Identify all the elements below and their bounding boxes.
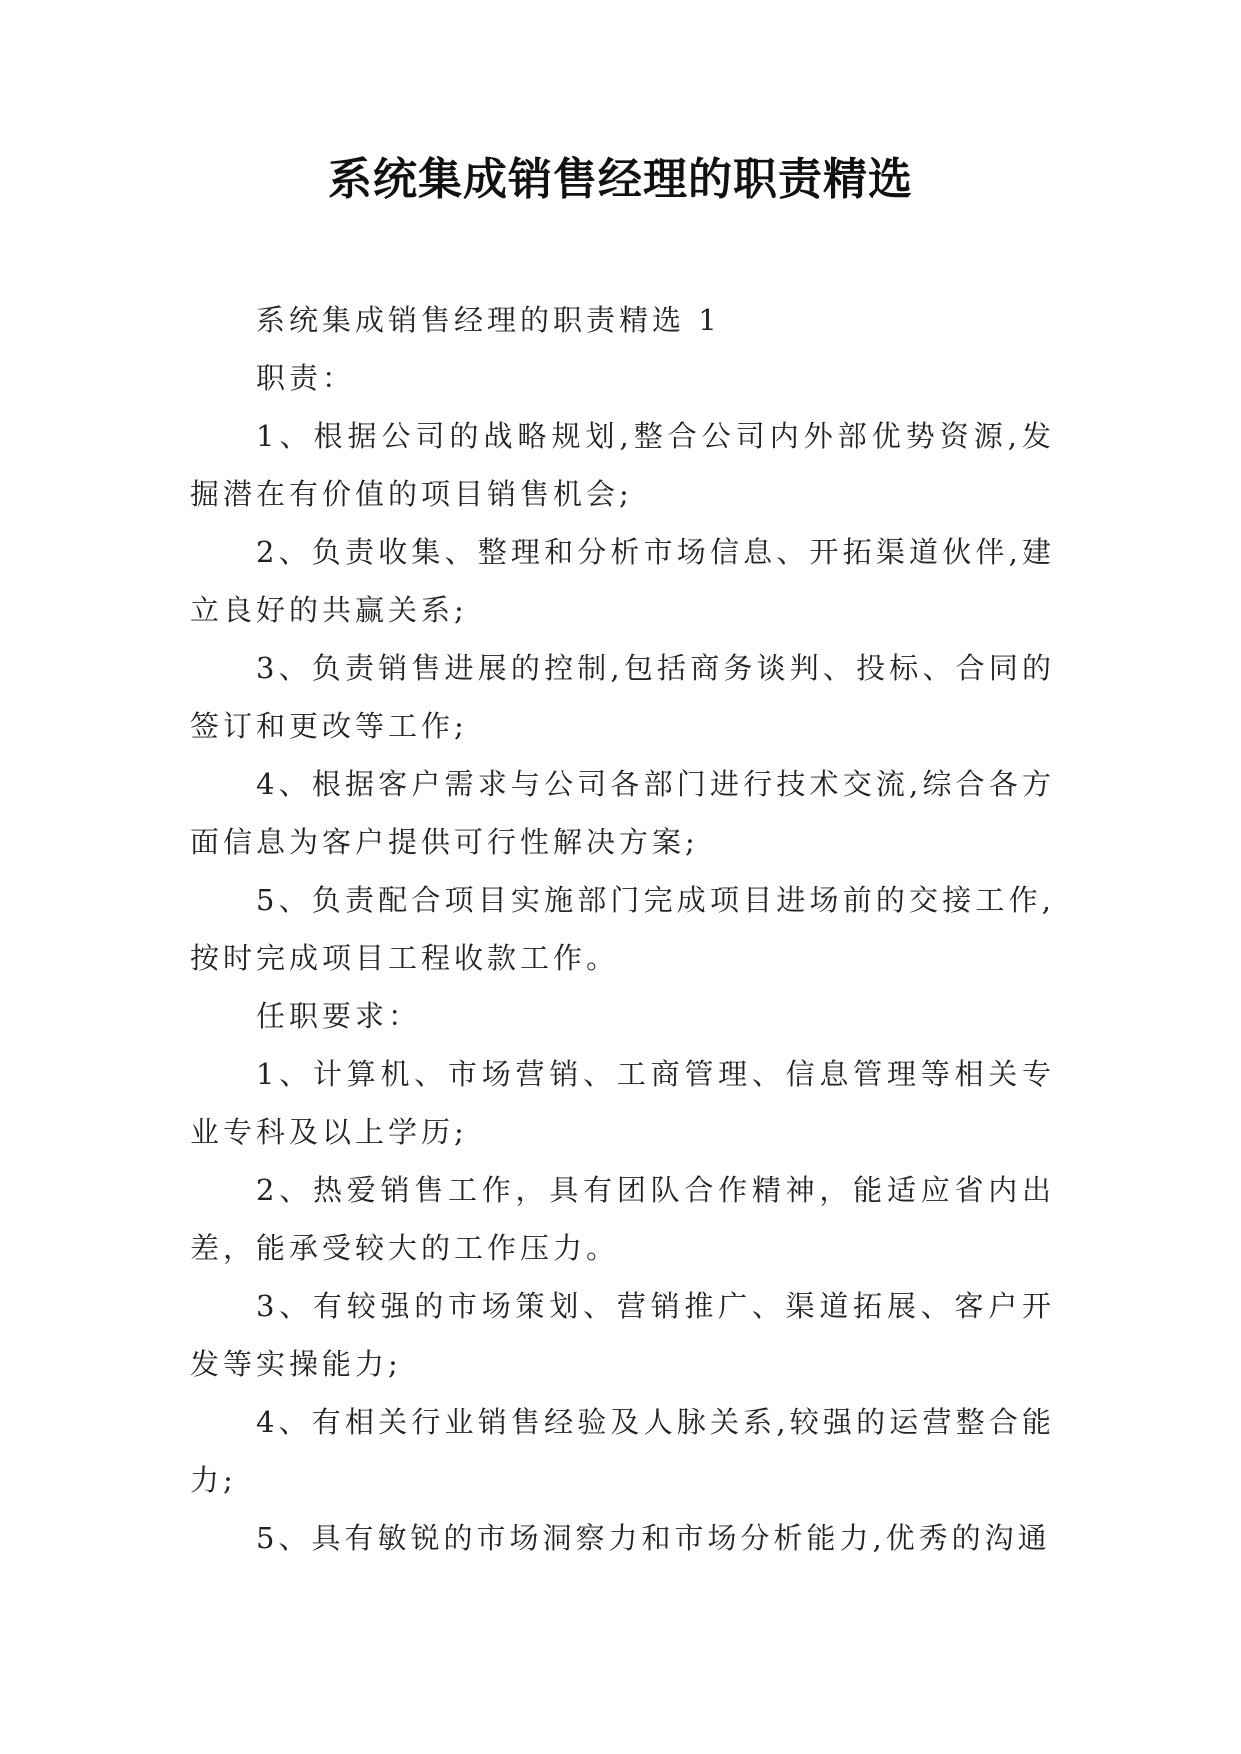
paragraph-duty-2: 2、负责收集、整理和分析市场信息、开拓渠道伙伴,建立良好的共赢关系; [190, 535, 1055, 627]
paragraph-requirements-heading: 任职要求： [256, 999, 422, 1033]
document-title: 系统集成销售经理的职责精选 [328, 154, 913, 205]
paragraph-section-heading: 系统集成销售经理的职责精选 1 [256, 303, 721, 337]
paragraph-duty-5: 5、负责配合项目实施部门完成项目进场前的交接工作,按时完成项目工程收款工作。 [190, 883, 1055, 975]
paragraph-duties-heading: 职责： [256, 361, 356, 395]
paragraph-requirement-4: 4、有相关行业销售经验及人脉关系,较强的运营整合能力; [190, 1405, 1055, 1497]
paragraph-requirement-1: 1、计算机、市场营销、工商管理、信息管理等相关专业专科及以上学历; [190, 1057, 1055, 1149]
paragraph-requirement-3: 3、有较强的市场策划、营销推广、渠道拓展、客户开发等实操能力; [190, 1289, 1055, 1381]
document-body [190, 291, 1055, 1567]
paragraph-duty-3: 3、负责销售进展的控制,包括商务谈判、投标、合同的签订和更改等工作; [190, 651, 1055, 743]
paragraph-duty-4: 4、根据客户需求与公司各部门进行技术交流,综合各方面信息为客户提供可行性解决方案; [190, 767, 1055, 859]
paragraph-duty-1: 1、根据公司的战略规划,整合公司内外部优势资源,发掘潜在有价值的项目销售机会; [190, 419, 1055, 511]
paragraph-requirement-2: 2、热爱销售工作，具有团队合作精神，能适应省内出差，能承受较大的工作压力。 [190, 1173, 1055, 1265]
paragraph-requirement-5: 5、具有敏锐的市场洞察力和市场分析能力,优秀的沟通 [256, 1521, 1051, 1555]
